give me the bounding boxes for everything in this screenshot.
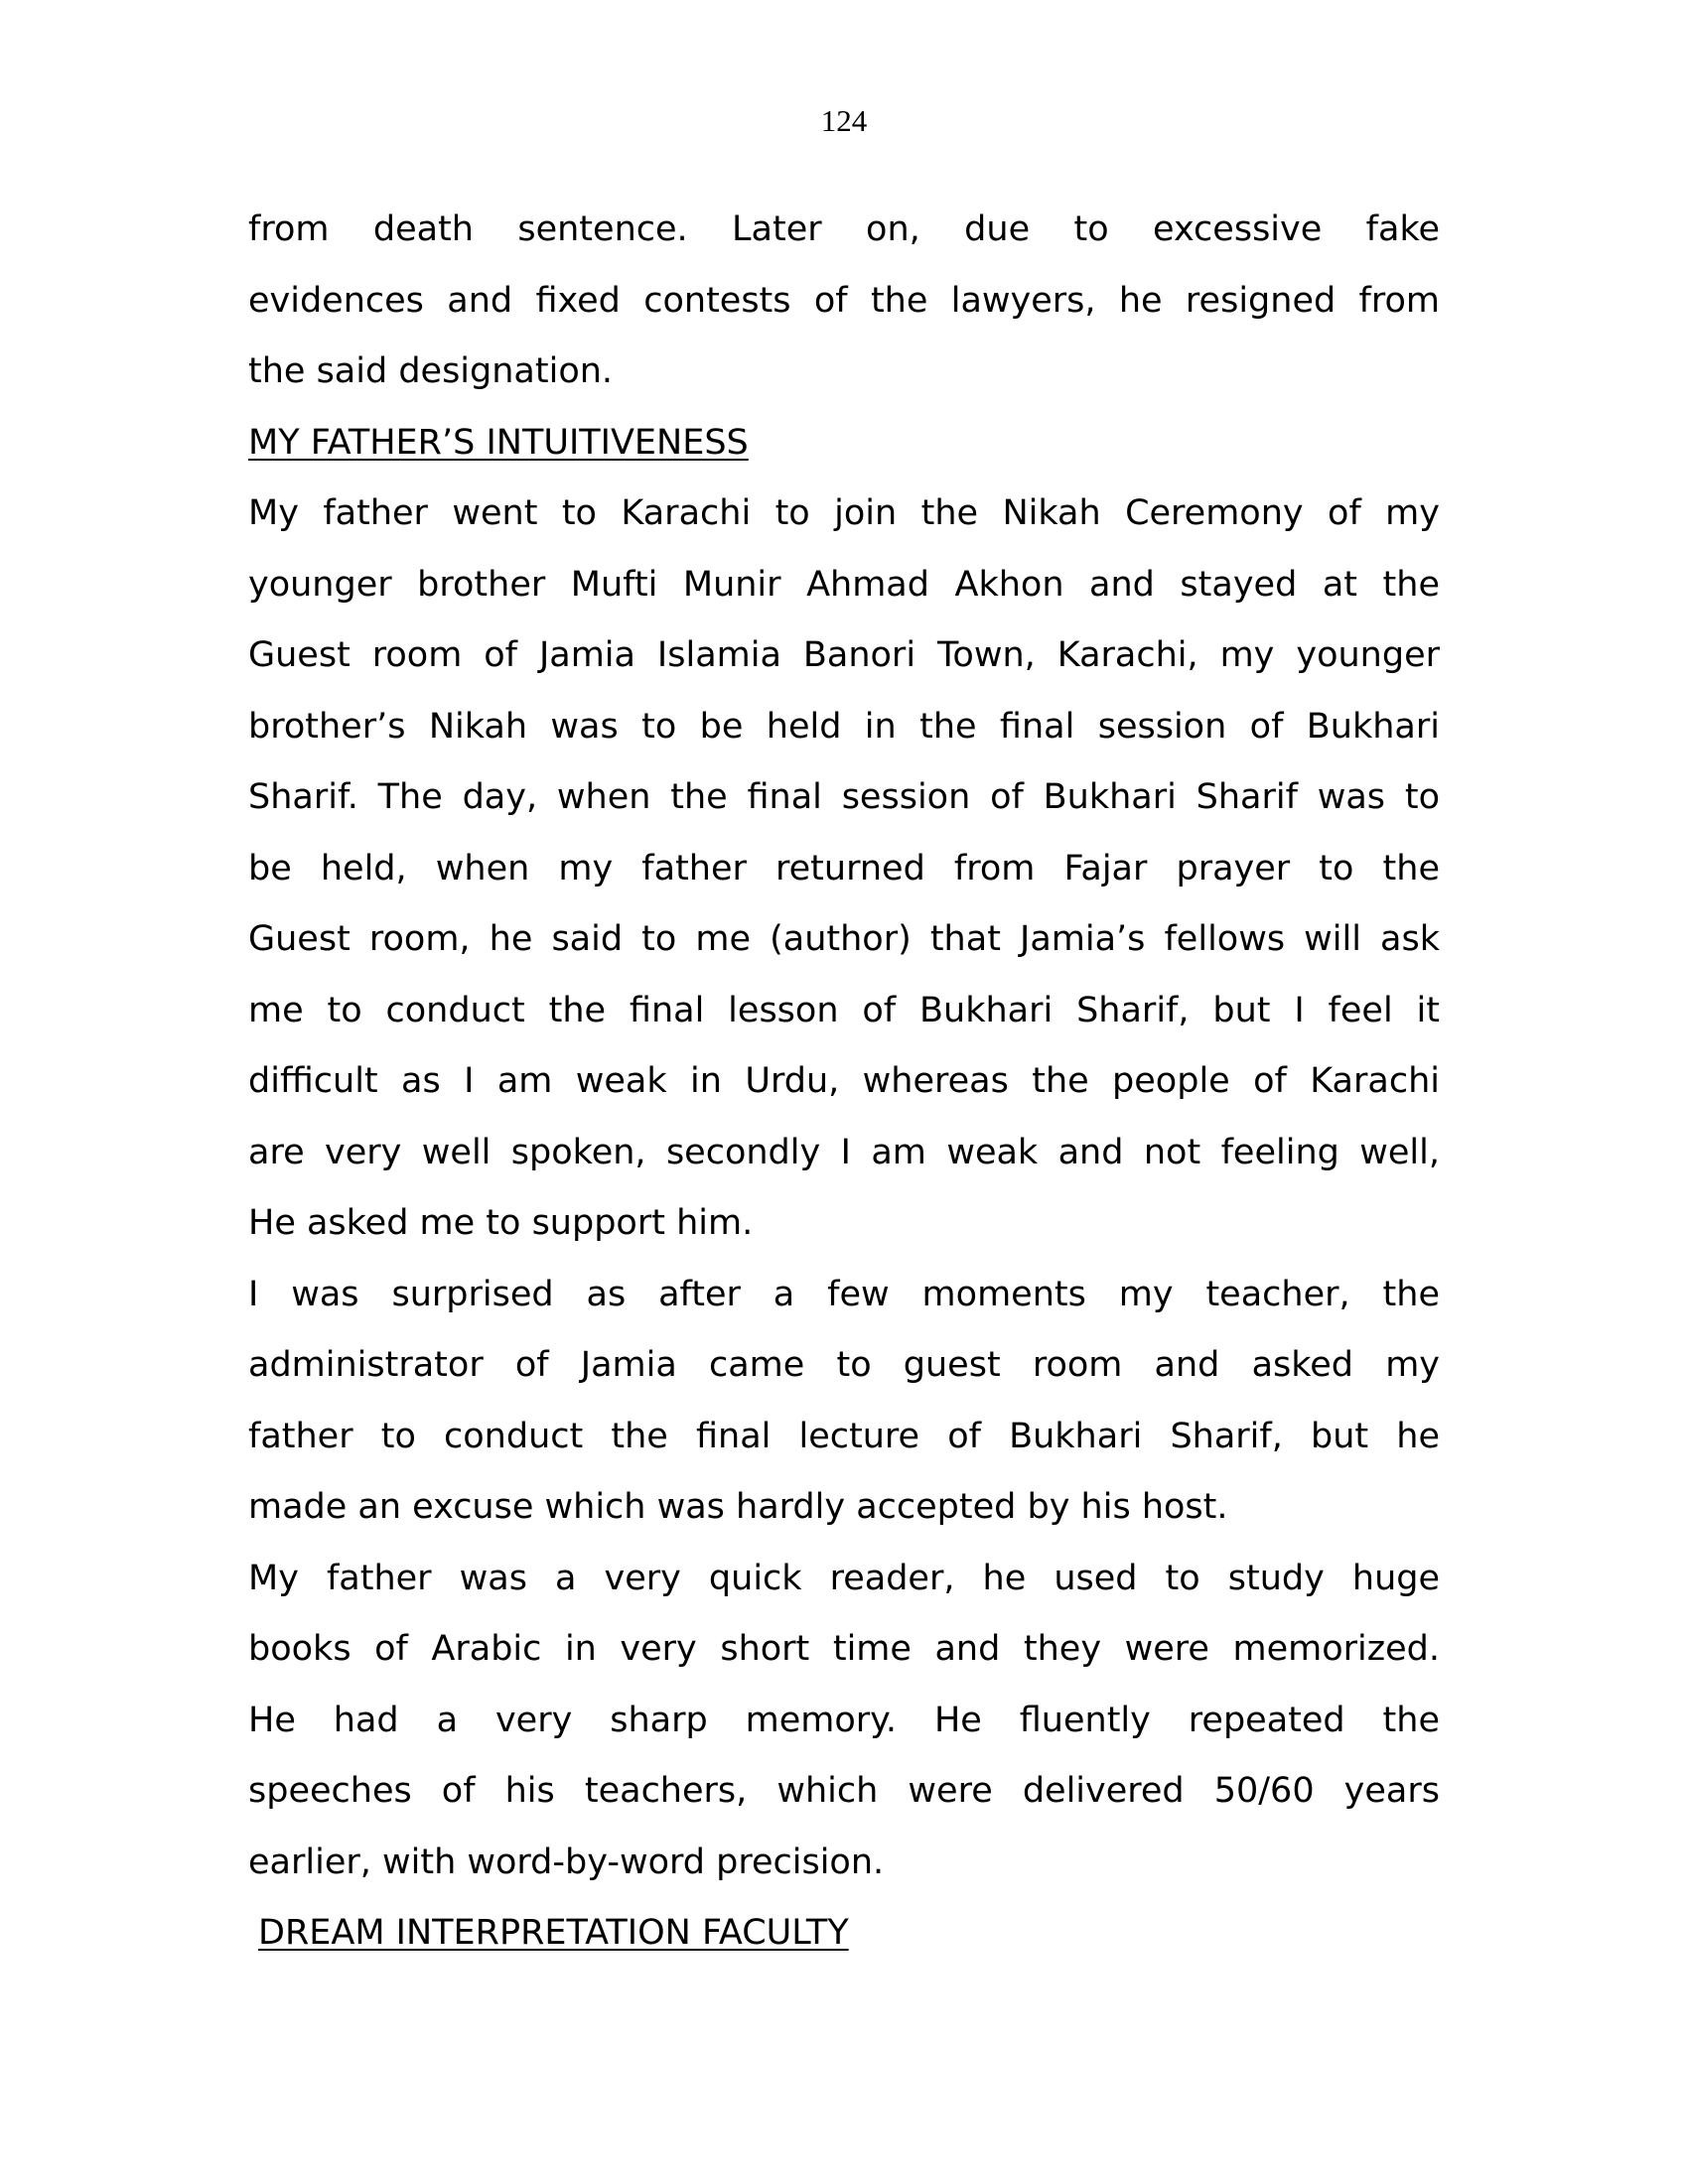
text-line: the said designation. — [248, 351, 614, 391]
text-line: books of Arabic in very short time and they were memorized. — [248, 1629, 1440, 1669]
paragraph-karachi-nikah — [248, 478, 1440, 1260]
text-line: younger brother Mufti Munir Ahmad Akhon and stayed at the — [248, 564, 1440, 605]
text-line: I was surprised as after a few moments my teacher, the — [248, 1274, 1440, 1314]
text-line: He asked me to support him. — [248, 1203, 754, 1243]
text-line: He had a very sharp memory. He fluently repeated the — [248, 1700, 1440, 1740]
text-line: administrator of Jamia came to guest room and asked my — [248, 1345, 1440, 1385]
section-heading-dream-interpretation: DREAM INTERPRETATION FACULTY — [258, 1913, 849, 1953]
text-line: Guest room, he said to me (author) that Jamia’s fellows will ask — [248, 919, 1440, 959]
text-line: speeches of his teachers, which were delivered 50/60 years — [248, 1771, 1440, 1811]
text-line: from death sentence. Later on, due to excessive fake — [248, 209, 1440, 249]
text-line: brother’s Nikah was to be held in the final session of Bukhari — [248, 706, 1440, 747]
text-line: Sharif. The day, when the final session of Bukhari Sharif was to — [248, 777, 1440, 817]
text-line: evidences and fixed contests of the lawyers, he resigned from — [248, 280, 1440, 321]
text-line: father to conduct the final lecture of Bukhari Sharif, but he — [248, 1416, 1440, 1456]
text-line: Guest room of Jamia Islamia Banori Town, Karachi, my younger — [248, 635, 1440, 675]
text-line: My father went to Karachi to join the Nikah Ceremony of my — [248, 493, 1440, 533]
paragraph-guest-room — [248, 1260, 1440, 1544]
text-line: My father was a very quick reader, he used to study huge — [248, 1558, 1440, 1598]
paragraph-death-sentence — [248, 195, 1440, 408]
page-number: 124 — [820, 103, 868, 138]
paragraph-quick-reader — [248, 1544, 1440, 1899]
page-body — [248, 195, 1440, 1970]
text-line: made an excuse which was hardly accepted by his host. — [248, 1487, 1228, 1527]
text-line: difficult as I am weak in Urdu, whereas the people of Karachi — [248, 1061, 1440, 1101]
text-line: me to conduct the final lesson of Bukhari Sharif, but I feel it — [248, 990, 1440, 1030]
text-line: earlier, with word-by-word precision. — [248, 1842, 885, 1882]
text-line: are very well spoken, secondly I am weak and not feeling well, — [248, 1132, 1440, 1172]
text-line: be held, when my father returned from Fajar prayer to the — [248, 848, 1440, 888]
section-heading-intuitiveness: MY FATHER’S INTUITIVENESS — [248, 422, 749, 463]
